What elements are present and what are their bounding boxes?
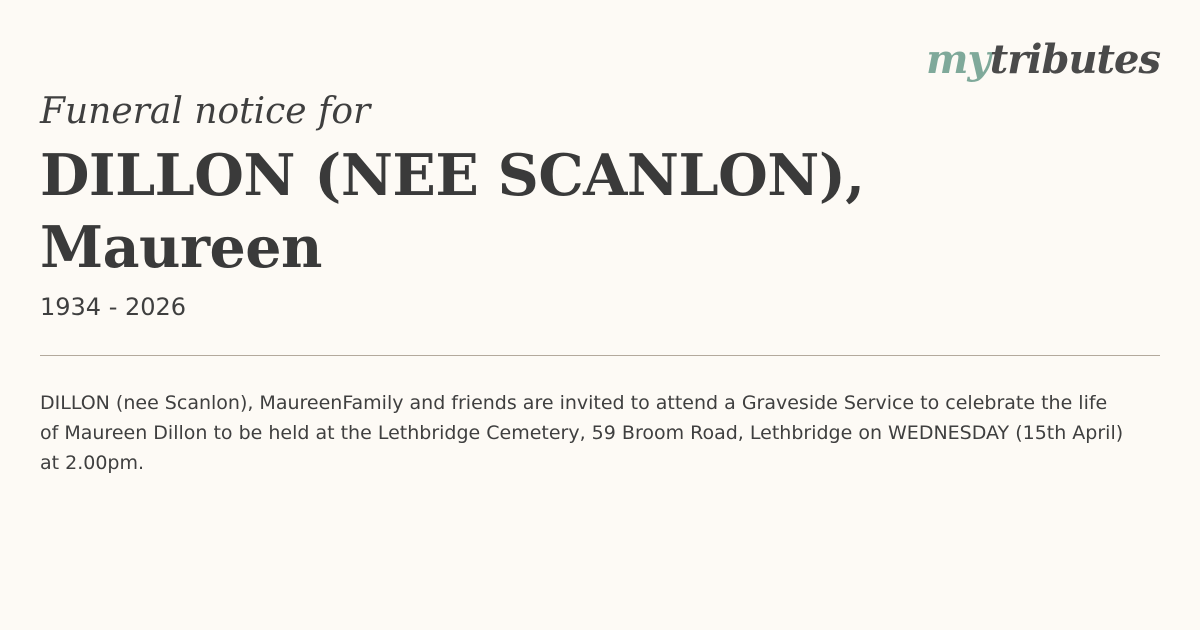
notice-kicker: Funeral notice for — [40, 91, 371, 132]
deceased-name — [40, 140, 940, 284]
deceased-name-line2: Maureen — [40, 214, 322, 281]
mytributes-logo[interactable] — [926, 34, 1160, 86]
deceased-name-line1: DILLON (NEE SCANLON), — [40, 142, 865, 209]
notice-body: DILLON (nee Scanlon), MaureenFamily and friends are invited to attend a Graveside Service to celebrate the life of Maureen Dillon to be held at the Lethbridge Cemetery, 59 Broom Road, Lethbridge on WEDNESDAY (15th April) at 2.00pm. — [40, 392, 1124, 474]
logo-prefix: my — [926, 36, 990, 83]
life-years: 1934 - 2026 — [40, 293, 187, 321]
divider — [40, 355, 1160, 356]
logo-suffix: tributes — [989, 36, 1160, 83]
